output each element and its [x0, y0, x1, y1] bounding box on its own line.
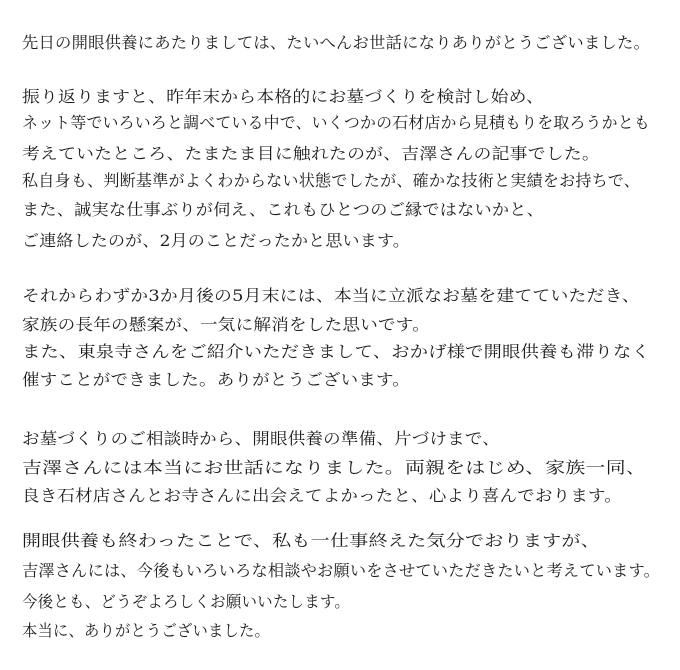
- letter-line-2: 振り返りますと、昨年末から本格的にお墓づくりを検討し始め、: [22, 87, 544, 106]
- letter-line-13: 吉澤さんには本当にお世話になりました。両親をはじめ、家族一同、: [22, 458, 646, 477]
- letter-line-12: お墓づくりのご相談時から、開眼供養の準備、片づけまで、: [22, 429, 500, 448]
- letter-line-17: 今後とも、どうぞよろしくお願いいたします。: [22, 592, 350, 611]
- letter-line-3: ネット等でいろいろと調べている中で、いくつかの石材店から見積もりを取ろうかとも: [22, 113, 650, 132]
- letter-line-5: 私自身も、判断基準がよくわからない状態でしたが、確かな技術と実績をお持ちで、: [22, 171, 640, 190]
- letter-line-6: また、誠実な仕事ぶりが伺え、これもひとつのご縁ではないかと、: [22, 200, 544, 219]
- letter-line-8: それからわずか3か月後の5月末には、本当に立派なお墓を建てていただき、: [22, 286, 640, 305]
- letter-line-1: 先日の開眼供養にあたりましては、たいへんお世話になりありがとうございました。: [22, 33, 650, 52]
- letter-line-14: 良き石材店さんとお寺さんに出会えてよかったと、心より喜んでおります。: [22, 486, 622, 505]
- letter-line-4: 考えていたところ、たまたま目に触れたのが、吉澤さんの記事でした。: [22, 144, 600, 163]
- letter-line-15: 開眼供養も終わったことで、私も一仕事終えた気分でおりますが、: [22, 531, 600, 550]
- letter-line-7: ご連絡したのが、2月のことだったかと思います。: [22, 231, 410, 250]
- letter-line-9: 家族の長年の懸案が、一気に解消をした思いです。: [22, 315, 430, 334]
- letter-line-10: また、東泉寺さんをご紹介いただきまして、おかげ様で開眼供養も滞りなく: [22, 342, 650, 361]
- letter-line-18: 本当に、ありがとうございました。: [22, 621, 270, 640]
- letter-line-16: 吉澤さんには、今後もいろいろな相談やお願いをさせていただきたいと考えています。: [22, 561, 660, 580]
- letter-line-11: 催すことができました。ありがとうございます。: [22, 370, 410, 389]
